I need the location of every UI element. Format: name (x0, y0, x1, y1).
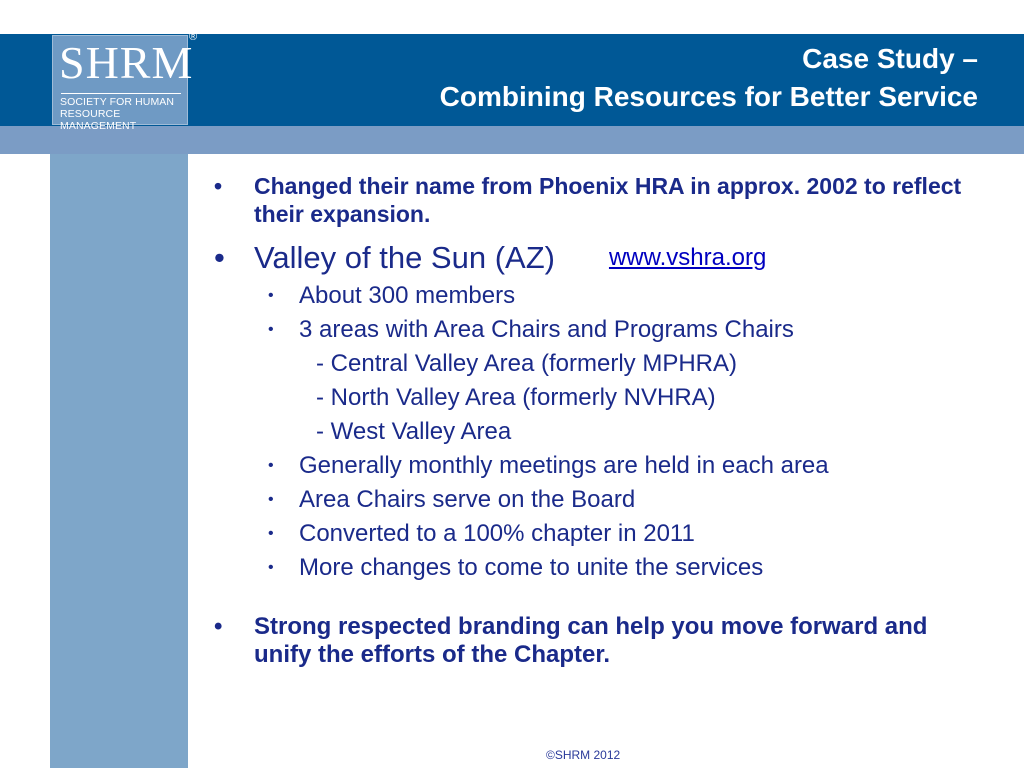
logo-divider (61, 93, 181, 94)
sub-bullet-glyph: • (268, 457, 274, 474)
slide-content (214, 172, 974, 669)
bullet-valley-of-the-sun (214, 240, 974, 279)
logo-mark: SHRM (59, 37, 194, 88)
bullet-text: Changed their name from Phoenix HRA in approx. 2002 to reflect their expansion. (254, 173, 962, 227)
sub-bullet-glyph: • (268, 321, 274, 338)
bullet-glyph: • (214, 613, 223, 640)
sub-bullet-meetings (214, 449, 974, 483)
logo-tagline-line1: SOCIETY FOR HUMAN (60, 96, 175, 108)
sub-bullet-text: More changes to come to unite the services (299, 554, 764, 581)
bullet-glyph: • (214, 173, 223, 199)
slide-title-line2: Combining Resources for Better Service (439, 81, 978, 112)
sub-bullet-areas (214, 313, 974, 347)
bullet-branding (214, 613, 974, 669)
sub-bullet-text: Generally monthly meetings are held in each area (299, 452, 829, 479)
slide-title (278, 40, 978, 116)
logo-tagline-line2: RESOURCE MANAGEMENT (60, 108, 137, 132)
sub-bullet-text: Area Chairs serve on the Board (299, 486, 636, 513)
sub-bullet-text: 3 areas with Area Chairs and Programs Chairs (299, 316, 794, 343)
sub-bullet-glyph: • (268, 559, 274, 576)
bullet-name-change (214, 172, 974, 228)
sub-bullet-board (214, 483, 974, 517)
bullet-text: Strong respected branding can help you move forward and unify the efforts of the Chapter. (254, 613, 928, 668)
sub-bullet-converted (214, 517, 974, 551)
bullet-text: Valley of the Sun (AZ) (254, 240, 555, 275)
sub-bullet-glyph: • (268, 491, 274, 508)
logo-tagline (60, 96, 184, 132)
sub-bullet-changes (214, 551, 974, 585)
sub-bullet-glyph: • (268, 287, 274, 304)
area-item-central: - Central Valley Area (formerly MPHRA) (316, 350, 737, 377)
bullet-glyph: • (214, 240, 225, 275)
area-item-west: - West Valley Area (316, 418, 512, 445)
sub-bullet-text: Converted to a 100% chapter in 2011 (299, 520, 695, 547)
sub-bullet-glyph: • (268, 525, 274, 542)
top-strip (0, 0, 1024, 34)
slide-title-line1: Case Study – (802, 43, 978, 74)
registered-mark: ® (189, 31, 198, 43)
area-item-north: - North Valley Area (formerly NVHRA) (316, 384, 716, 411)
copyright-footer: ©SHRM 2012 (546, 748, 621, 762)
shrm-logo (52, 35, 194, 132)
sub-bullet-text: About 300 members (299, 282, 516, 309)
vshra-link[interactable]: www.vshra.org (608, 244, 767, 271)
sub-bullet-members (214, 279, 974, 313)
